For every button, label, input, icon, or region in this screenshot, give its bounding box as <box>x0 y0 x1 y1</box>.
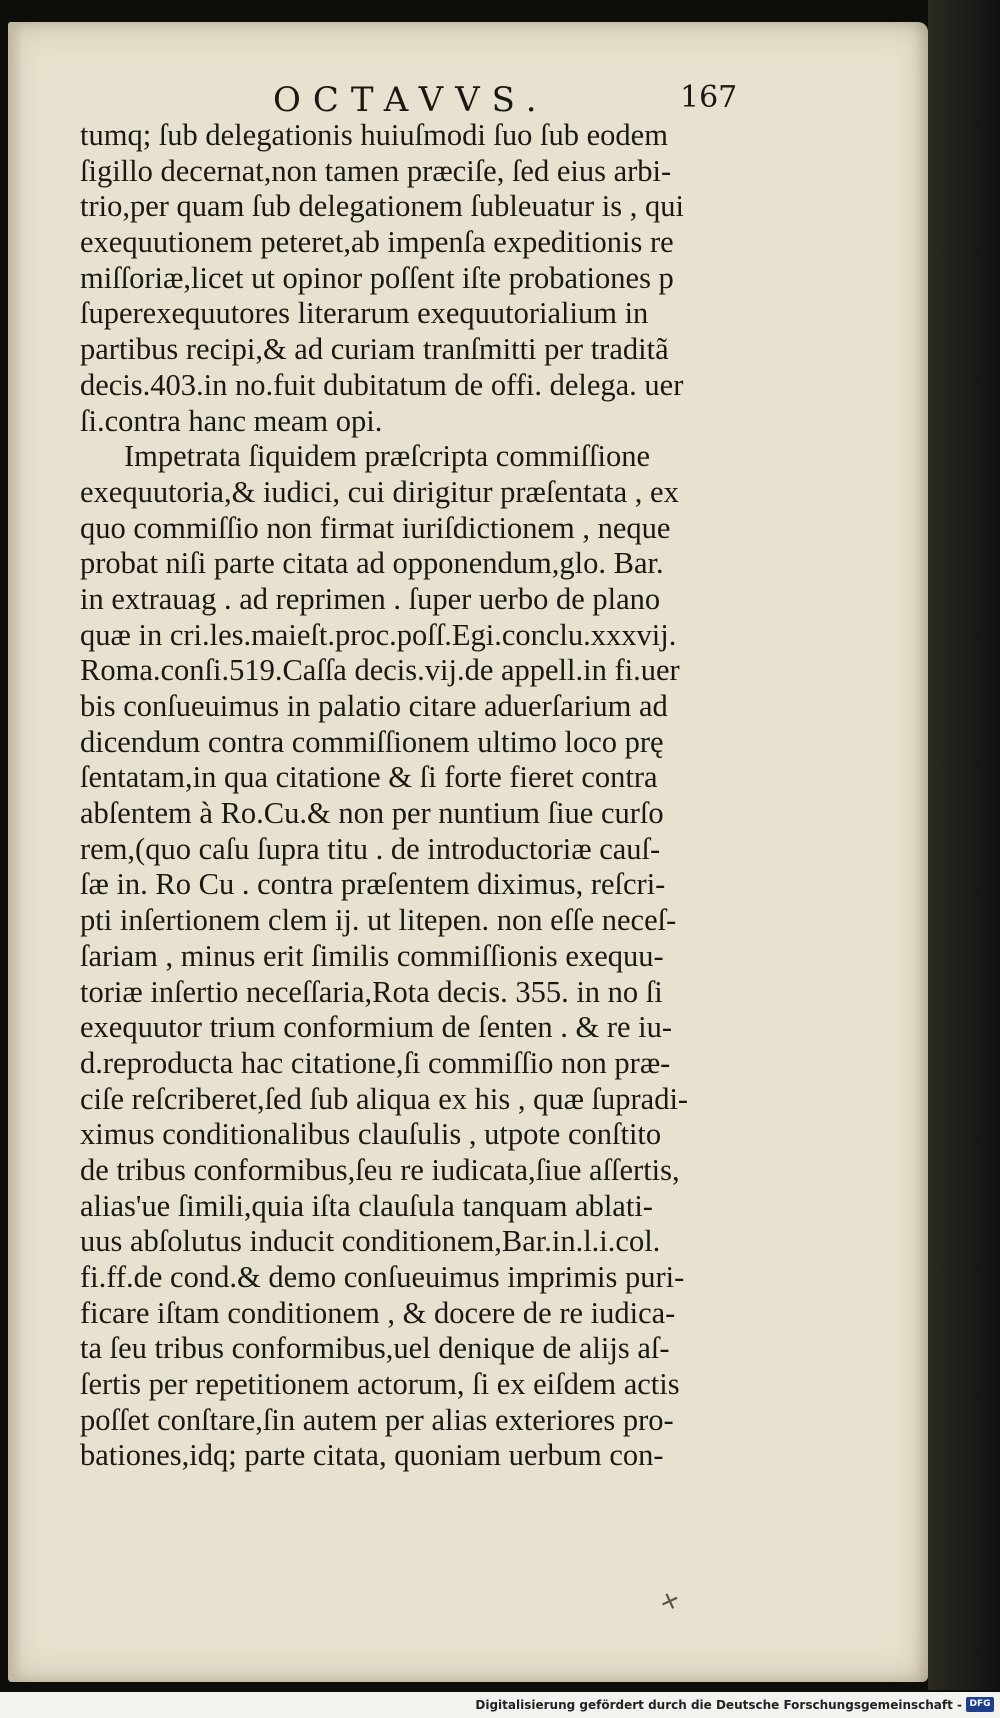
text-line: decis.403.in no.fuit dubitatum de offi. delega. uer <box>80 367 684 402</box>
text-line: in extrauag . ad reprimen . ſuper uerbo de plano <box>80 581 661 616</box>
text-line: ſæ in. Ro Cu . contra præſentem diximus, reſcri- <box>80 867 666 902</box>
text-line: exequutoria,& iudici, cui dirigitur præſentata , ex <box>80 474 679 509</box>
text-line: quo commiſſio non firmat iuriſdictionem , neque <box>80 510 671 545</box>
text-line: ficare iſtam conditionem , & docere de re iudica- <box>80 1295 676 1330</box>
page-number: 167 <box>680 80 738 115</box>
scan-background-edge <box>928 0 1000 1690</box>
running-head: OCTAVVS. <box>273 80 549 120</box>
text-line: trio,per quam ſub delegationem ſubleuatur is , qui <box>80 189 684 224</box>
text-line: ximus conditionalibus clauſulis , utpote conſtito <box>80 1117 662 1152</box>
book-page <box>8 22 928 1682</box>
text-line: de tribus conformibus,ſeu re iudicata,ſiue aſſertis, <box>80 1152 680 1187</box>
text-line: dicendum contra commiſſionem ultimo loco prę <box>80 724 664 759</box>
ink-mark: ✕ <box>656 1587 683 1618</box>
text-line: pti inſertionem clem ij. ut litepen. non eſſe neceſ- <box>80 903 677 938</box>
text-line: ſi.contra hanc meam opi. <box>80 403 383 438</box>
text-line: ſertis per repetitionem actorum, ſi ex eiſdem actis <box>80 1367 680 1402</box>
text-line: exequutionem peteret,ab impenſa expeditionis re <box>80 225 674 260</box>
paragraph-first-line: Impetrata ſiquidem præſcripta commiſſione <box>124 439 650 474</box>
text-line: exequutor trium conformium de ſenten . & re iu- <box>80 1010 673 1045</box>
dfg-logo: DFG <box>966 1697 994 1712</box>
text-line: poſſet conſtare,ſin autem per alias exteriores pro- <box>80 1402 674 1437</box>
text-line: partibus recipi,& ad curiam tranſmitti per traditã <box>80 332 669 367</box>
body-text <box>80 118 790 1474</box>
text-line: fi.ff.de cond.& demo conſueuimus imprimis puri- <box>80 1260 685 1294</box>
text-line: ciſe reſcriberet,ſed ſub aliqua ex his , quæ ſupradi- <box>80 1081 689 1116</box>
footer-bar <box>0 1692 1000 1718</box>
text-line: tumq; ſub delegationis huiuſmodi ſuo ſub eodem <box>80 118 668 152</box>
text-line: bis conſueuimus in palatio citare aduerſarium ad <box>80 689 668 723</box>
text-line: ta ſeu tribus conformibus,uel denique de alijs aſ- <box>80 1331 670 1366</box>
text-line: ſigillo decernat,non tamen præciſe, ſed eius arbi- <box>80 153 672 188</box>
text-line: abſentem à Ro.Cu.& non per nuntium ſiue curſo <box>80 796 664 831</box>
text-line: probat niſi parte citata ad opponendum,glo. Bar. <box>80 546 664 581</box>
text-line: miſſoriæ,licet ut opinor poſſent iſte probationes p <box>80 260 674 295</box>
text-line: ſariam , minus erit ſimilis commiſſionis exequu- <box>80 938 664 973</box>
text-line: toriæ inſertio neceſſaria,Rota decis. 355. in no ſi <box>80 974 663 1009</box>
page-edge-shadow <box>8 22 22 1682</box>
text-line: rem,(quo caſu ſupra titu . de introductoriæ cauſ- <box>80 831 661 866</box>
text-line: d.reproducta hac citatione,ſi commiſſio non præ- <box>80 1045 671 1080</box>
text-line: quæ in cri.les.maieſt.proc.poſſ.Egi.conclu.xxxvij. <box>80 617 677 652</box>
page-header <box>8 80 928 120</box>
text-line: alias'ue ſimili,quia iſta clauſula tanquam ablati- <box>80 1188 653 1223</box>
text-line: bationes,idq; parte citata, quoniam uerbum con- <box>80 1438 664 1473</box>
text-line: Roma.conſi.519.Caſſa decis.vij.de appell.in fi.uer <box>80 653 680 688</box>
funding-credit: Digitalisierung gefördert durch die Deutsche Forschungsgemeinschaft - <box>475 1698 962 1712</box>
text-line: uus abſolutus inducit conditionem,Bar.in.l.i.col. <box>80 1224 661 1259</box>
text-line: ſuperexequutores literarum exequutorialium in <box>80 296 649 331</box>
text-line: ſentatam,in qua citatione & ſi forte fieret contra <box>80 760 658 795</box>
